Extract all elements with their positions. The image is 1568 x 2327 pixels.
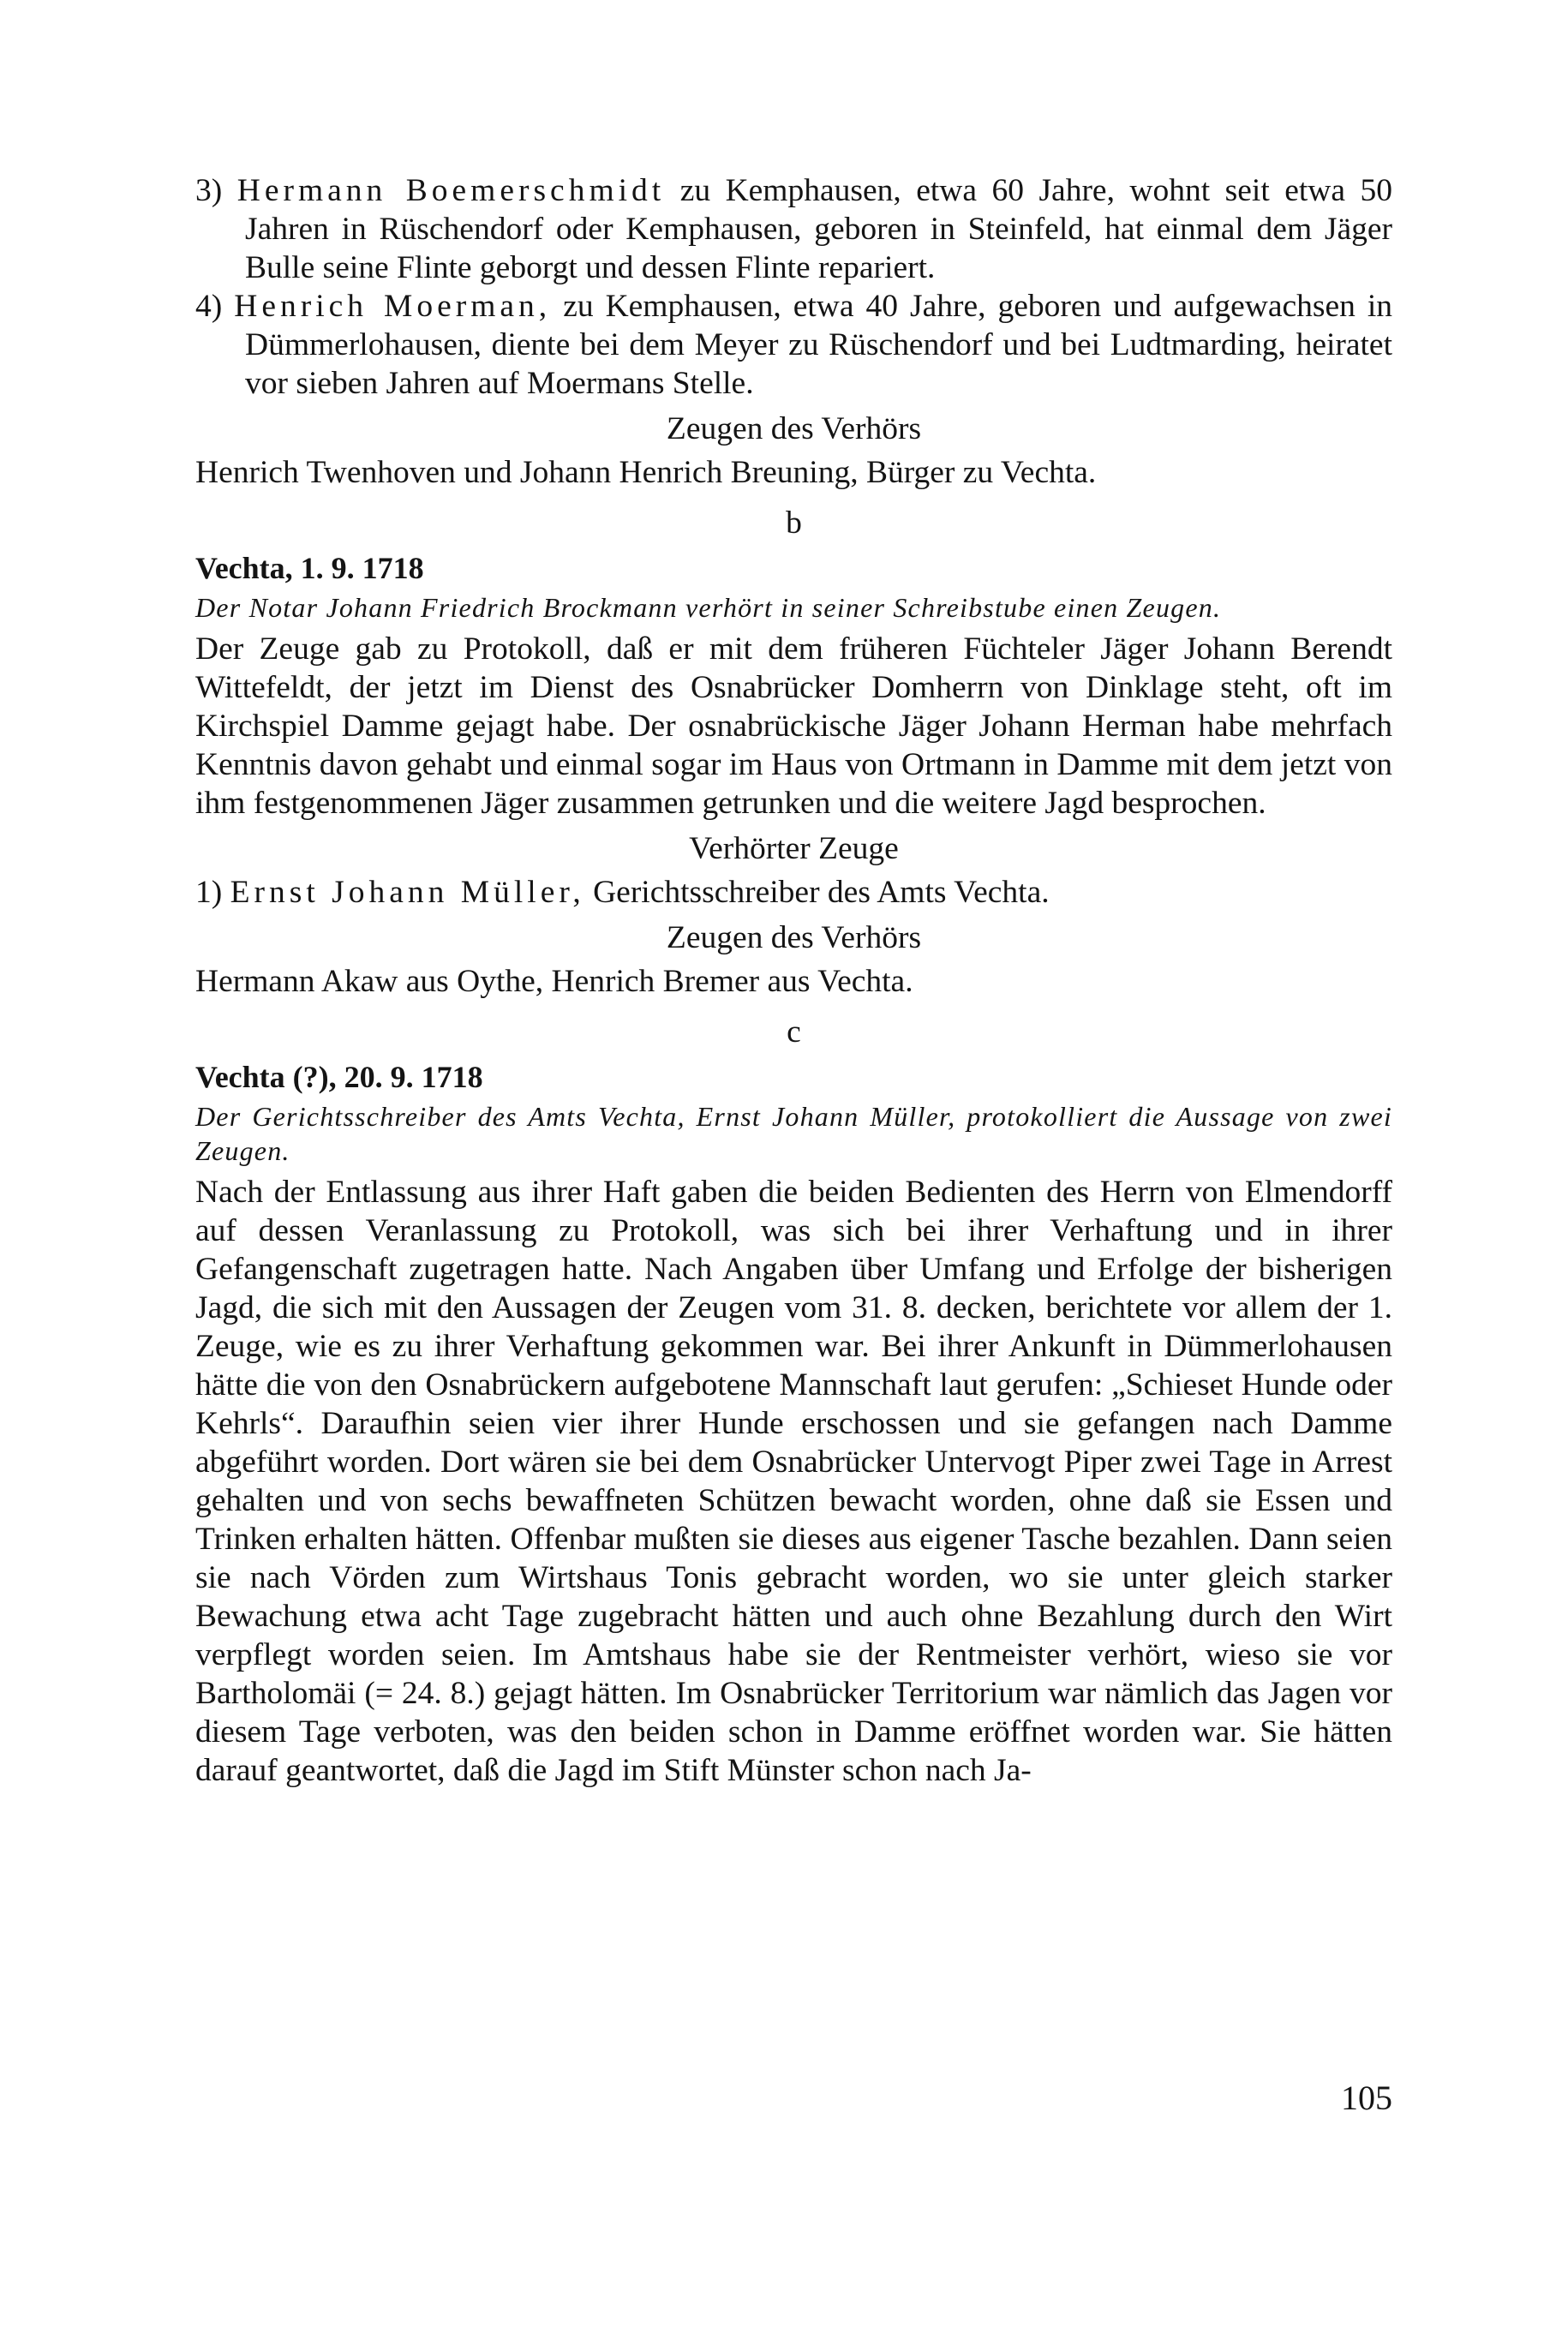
section-letter-c: c	[787, 1014, 801, 1050]
section-summary-b: Der Notar Johann Friedrich Brockmann verhört in seiner Schreibstube einen Zeugen.	[195, 592, 1222, 623]
witness-entry-3	[195, 171, 1392, 287]
witness-names-a: Henrich Twenhoven und Johann Henrich Breuning, Bürger zu Vechta.	[195, 455, 1097, 490]
witness-name: Henrich Moerman,	[234, 289, 552, 324]
witness-name: Ernst Johann Müller,	[230, 875, 585, 910]
examined-witness-entry	[195, 873, 1392, 912]
section-body-b: Der Zeuge gab zu Protokoll, daß er mit dem früheren Füchteler Jäger Johann Berendt Wittefeldt, der jetzt im Dienst des Osnabrücker Domherrn von Dinklage steht, oft im Kirchspiel Damme gejagt habe. Der osnabrückische Jäger Johann Herman habe mehrfach Kenntnis davon gehabt und einmal sogar im Haus von Ortmann in Damme mit dem jetzt von ihm festgenommenen Jäger zusammen getrunken und die weitere Jagd besprochen.	[195, 631, 1392, 821]
examined-witness-heading: Verhörter Zeuge	[689, 831, 899, 866]
section-heading-c: Vechta (?), 20. 9. 1718	[195, 1060, 483, 1094]
page-number: 105	[1341, 2079, 1392, 2117]
witness-number: 4)	[195, 289, 223, 324]
section-letter-b: b	[786, 505, 802, 541]
witness-names-b: Hermann Akaw aus Oythe, Henrich Bremer aus Vechta.	[195, 964, 913, 999]
witness-number: 1)	[195, 875, 223, 910]
section-heading-b: Vechta, 1. 9. 1718	[195, 551, 424, 585]
witness-description: zu Kemphausen, etwa 60 Jahre, wohnt seit etwa 50 Jahren in Rüschendorf oder Kemphausen, geboren in Steinfeld, hat einmal dem Jäger Bulle seine Flinte geborgt und dessen Flinte repariert.	[245, 173, 1392, 285]
witness-entry-4	[195, 287, 1392, 403]
witness-description: Gerichtsschreiber des Amts Vechta.	[593, 875, 1050, 910]
witness-heading-b: Zeugen des Verhörs	[666, 920, 922, 955]
section-body-c: Nach der Entlassung aus ihrer Haft gaben die beiden Bedienten des Herrn von Elmendorff auf dessen Veranlassung zu Protokoll, was sich bei ihrer Verhaftung und in ihrer Gefangenschaft zugetragen hatte. Nach Angaben über Umfang und Erfolge der bisherigen Jagd, die sich mit den Aussagen der Zeugen vom 31. 8. decken, berichtete vor allem der 1. Zeuge, wie es zu ihrer Verhaftung gekommen war. Bei ihrer Ankunft in Dümmerlohausen hätte die von den Osnabrückern aufgebotene Mannschaft laut gerufen: „Schieset Hunde oder Kehrls“. Daraufhin seien vier ihrer Hunde erschossen und sie gefangen nach Damme abgeführt worden. Dort wären sie bei dem Osnabrücker Untervogt Piper zwei Tage in Arrest gehalten und von sechs bewaffneten Schützen bewacht worden, ohne daß sie Essen und Trinken erhalten hätten. Offenbar mußten sie dieses aus eigener Tasche bezahlen. Dann seien sie nach Vörden zum Wirtshaus Tonis gebracht worden, wo sie unter gleich starker Bewachung etwa acht Tage zugebracht hätten und auch ohne Bezahlung durch den Wirt verpflegt worden seien. Im Amtshaus habe sie der Rentmeister verhört, wieso sie vor Bartholomäi (= 24. 8.) gejagt hätten. Im Osnabrücker Territorium war nämlich das Jagen vor diesem Tage verboten, was den beiden schon in Damme eröffnet worden war. Sie hätten darauf geantwortet, daß die Jagd im Stift Münster schon nach Ja-	[195, 1175, 1392, 1788]
witness-heading-a: Zeugen des Verhörs	[666, 411, 922, 446]
section-summary-c: Der Gerichtsschreiber des Amts Vechta, Ernst Johann Müller, protokolliert die Aussage von zwei Zeugen.	[195, 1101, 1392, 1166]
witness-description: zu Kemphausen, etwa 40 Jahre, geboren und aufgewachsen in Dümmerlohausen, diente bei dem Meyer zu Rüschendorf und bei Ludtmarding, heiratet vor sieben Jahren auf Moermans Stelle.	[245, 289, 1393, 401]
witness-number: 3)	[195, 173, 223, 208]
witness-name: Hermann Boemerschmidt	[236, 173, 666, 208]
